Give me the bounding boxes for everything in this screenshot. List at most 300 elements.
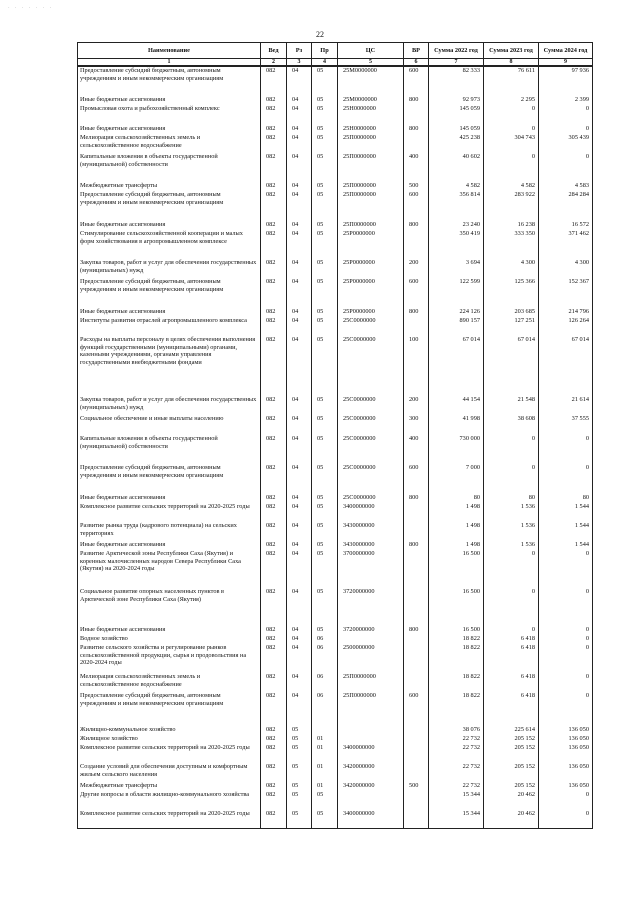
cell-rz: 04 xyxy=(287,396,312,415)
cell-pr: 05 xyxy=(312,221,338,230)
cell-vr xyxy=(404,105,429,125)
cell-sum-2022: 18 822 xyxy=(429,635,484,644)
cell-sum-2023: 4 582 xyxy=(484,182,539,191)
cell-sum-2023: 20 462 xyxy=(484,810,539,828)
cell-pr: 01 xyxy=(312,735,338,744)
cell-cs: 25M0000000 xyxy=(338,96,404,105)
cell-sum-2022: 18 822 xyxy=(429,692,484,726)
cell-ved: 082 xyxy=(261,692,287,726)
cell-vr xyxy=(404,588,429,626)
table-row xyxy=(78,673,593,692)
cell-pr: 05 xyxy=(312,464,338,494)
budget-table xyxy=(77,42,593,829)
cell-sum-2023: 4 300 xyxy=(484,259,539,278)
table-row xyxy=(78,744,593,763)
cell-sum-2024: 0 xyxy=(539,644,593,673)
cell-sum-2022: 40 602 xyxy=(429,153,484,182)
cell-name: Иные бюджетные ассигнования xyxy=(78,308,261,317)
cell-ved: 082 xyxy=(261,278,287,308)
cell-cs: 2500000000 xyxy=(338,644,404,673)
cell-pr: 05 xyxy=(312,153,338,182)
cell-pr: 05 xyxy=(312,182,338,191)
cell-vr xyxy=(404,735,429,744)
cell-vr: 400 xyxy=(404,435,429,464)
cell-cs: 25П0000000 xyxy=(338,673,404,692)
cell-sum-2023: 2 295 xyxy=(484,96,539,105)
cell-cs xyxy=(338,791,404,810)
cell-ved: 082 xyxy=(261,221,287,230)
cell-vr: 800 xyxy=(404,96,429,105)
cell-sum-2022: 18 822 xyxy=(429,644,484,673)
cell-pr: 05 xyxy=(312,522,338,541)
cell-sum-2023: 6 418 xyxy=(484,635,539,644)
column-number: 6 xyxy=(404,59,429,67)
cell-sum-2024: 0 xyxy=(539,692,593,726)
cell-ved: 082 xyxy=(261,308,287,317)
cell-sum-2024: 0 xyxy=(539,810,593,828)
cell-pr: 05 xyxy=(312,791,338,810)
cell-cs: 3400000000 xyxy=(338,810,404,828)
cell-ved: 082 xyxy=(261,503,287,522)
cell-cs: 25C0000000 xyxy=(338,464,404,494)
cell-name: Иные бюджетные ассигнования xyxy=(78,96,261,105)
cell-pr: 05 xyxy=(312,317,338,336)
cell-name: Капитальные вложения в объекты государственной (муниципальной) собственности xyxy=(78,435,261,464)
column-number: 5 xyxy=(338,59,404,67)
cell-sum-2022: 145 059 xyxy=(429,105,484,125)
cell-vr xyxy=(404,744,429,763)
cell-name: Комплексное развитие сельских территорий на 2020-2025 годы xyxy=(78,810,261,828)
cell-vr: 500 xyxy=(404,182,429,191)
cell-sum-2024: 67 014 xyxy=(539,336,593,396)
table-row xyxy=(78,735,593,744)
cell-pr: 05 xyxy=(312,191,338,221)
cell-vr: 800 xyxy=(404,494,429,503)
cell-cs: 25П0000000 xyxy=(338,221,404,230)
table-row xyxy=(78,522,593,541)
cell-pr: 05 xyxy=(312,550,338,588)
cell-sum-2022: 16 500 xyxy=(429,588,484,626)
cell-pr: 05 xyxy=(312,588,338,626)
cell-rz: 04 xyxy=(287,635,312,644)
cell-cs: 3700000000 xyxy=(338,550,404,588)
column-number-row xyxy=(78,59,593,67)
cell-ved: 082 xyxy=(261,105,287,125)
cell-sum-2023: 333 350 xyxy=(484,230,539,259)
cell-pr: 05 xyxy=(312,278,338,308)
cell-sum-2022: 1 498 xyxy=(429,522,484,541)
cell-rz: 05 xyxy=(287,726,312,735)
cell-sum-2024: 284 284 xyxy=(539,191,593,221)
column-number: 1 xyxy=(78,59,261,67)
cell-name: Создание условий для обеспечения доступным и комфортным жильем сельского населения xyxy=(78,763,261,782)
cell-ved: 082 xyxy=(261,415,287,435)
cell-ved: 082 xyxy=(261,66,287,96)
cell-rz: 04 xyxy=(287,259,312,278)
cell-name: Промысловая охота и рыбохозяйственный комплекс xyxy=(78,105,261,125)
cell-ved: 082 xyxy=(261,550,287,588)
cell-vr xyxy=(404,635,429,644)
table-row xyxy=(78,644,593,673)
cell-name: Иные бюджетные ассигнования xyxy=(78,494,261,503)
cell-vr xyxy=(404,230,429,259)
cell-cs: 3720000000 xyxy=(338,626,404,635)
cell-vr: 600 xyxy=(404,464,429,494)
cell-vr: 300 xyxy=(404,415,429,435)
cell-sum-2023: 0 xyxy=(484,435,539,464)
cell-ved: 082 xyxy=(261,464,287,494)
cell-sum-2023: 6 418 xyxy=(484,673,539,692)
cell-pr: 05 xyxy=(312,626,338,635)
cell-rz: 05 xyxy=(287,810,312,828)
cell-vr: 800 xyxy=(404,125,429,134)
cell-rz: 04 xyxy=(287,673,312,692)
table-row xyxy=(78,588,593,626)
cell-name: Другие вопросы в области жилищно-коммунального хозяйства xyxy=(78,791,261,810)
cell-vr: 600 xyxy=(404,692,429,726)
cell-sum-2024: 0 xyxy=(539,550,593,588)
cell-ved: 082 xyxy=(261,791,287,810)
cell-rz: 05 xyxy=(287,782,312,791)
cell-sum-2022: 15 344 xyxy=(429,810,484,828)
cell-sum-2022: 350 419 xyxy=(429,230,484,259)
cell-name: Социальное развитие опорных населенных пунктов в Арктической зоне Республики Саха (Якутия) xyxy=(78,588,261,626)
cell-pr: 05 xyxy=(312,230,338,259)
cell-ved: 082 xyxy=(261,735,287,744)
cell-pr: 05 xyxy=(312,308,338,317)
cell-cs: 25П0000000 xyxy=(338,182,404,191)
cell-rz: 04 xyxy=(287,588,312,626)
cell-rz: 04 xyxy=(287,105,312,125)
cell-sum-2024: 2 399 xyxy=(539,96,593,105)
cell-rz: 04 xyxy=(287,134,312,153)
cell-cs: 25H0000000 xyxy=(338,105,404,125)
cell-sum-2022: 18 822 xyxy=(429,673,484,692)
table-row xyxy=(78,105,593,125)
cell-sum-2022: 44 154 xyxy=(429,396,484,415)
table-row xyxy=(78,692,593,726)
table-row xyxy=(78,278,593,308)
cell-sum-2024: 0 xyxy=(539,635,593,644)
cell-rz: 04 xyxy=(287,125,312,134)
cell-vr xyxy=(404,317,429,336)
cell-rz: 04 xyxy=(287,626,312,635)
cell-pr: 05 xyxy=(312,494,338,503)
cell-sum-2023: 0 xyxy=(484,464,539,494)
cell-rz: 04 xyxy=(287,96,312,105)
cell-name: Развитие рынка труда (кадрового потенциала) на сельских территориях xyxy=(78,522,261,541)
cell-cs xyxy=(338,726,404,735)
cell-ved: 082 xyxy=(261,396,287,415)
cell-sum-2022: 22 732 xyxy=(429,735,484,744)
cell-sum-2022: 122 599 xyxy=(429,278,484,308)
cell-sum-2024: 0 xyxy=(539,125,593,134)
cell-sum-2022: 22 732 xyxy=(429,763,484,782)
cell-sum-2022: 4 582 xyxy=(429,182,484,191)
cell-pr: 06 xyxy=(312,644,338,673)
table-row xyxy=(78,415,593,435)
cell-ved: 082 xyxy=(261,744,287,763)
cell-sum-2023: 1 536 xyxy=(484,541,539,550)
cell-sum-2023: 1 536 xyxy=(484,503,539,522)
cell-pr: 01 xyxy=(312,782,338,791)
cell-pr: 05 xyxy=(312,96,338,105)
cell-vr xyxy=(404,763,429,782)
cell-ved: 082 xyxy=(261,522,287,541)
cell-rz: 04 xyxy=(287,692,312,726)
cell-cs xyxy=(338,635,404,644)
table-row xyxy=(78,635,593,644)
cell-pr: 01 xyxy=(312,744,338,763)
cell-sum-2022: 7 000 xyxy=(429,464,484,494)
cell-ved: 082 xyxy=(261,134,287,153)
cell-cs: 25П0000000 xyxy=(338,191,404,221)
table-row xyxy=(78,308,593,317)
cell-cs: 25C0000000 xyxy=(338,317,404,336)
table-row xyxy=(78,125,593,134)
cell-sum-2024: 136 050 xyxy=(539,782,593,791)
column-number: 7 xyxy=(429,59,484,67)
cell-rz: 04 xyxy=(287,153,312,182)
cell-sum-2024: 0 xyxy=(539,105,593,125)
cell-vr: 800 xyxy=(404,626,429,635)
cell-sum-2023: 205 152 xyxy=(484,744,539,763)
cell-ved: 082 xyxy=(261,317,287,336)
table-row xyxy=(78,541,593,550)
cell-vr: 200 xyxy=(404,259,429,278)
table-row xyxy=(78,66,593,96)
cell-sum-2023: 0 xyxy=(484,550,539,588)
cell-name: Предоставление субсидий бюджетным, автономным учреждениям и иным некоммерческим организациям xyxy=(78,278,261,308)
cell-ved: 082 xyxy=(261,763,287,782)
cell-name: Расходы на выплаты персоналу в целях обеспечения выполнения функций государственными (муниципальными) органами, казенными учреждениями, органами управления государственными внебюджетными фондами xyxy=(78,336,261,396)
cell-sum-2023: 20 462 xyxy=(484,791,539,810)
cell-pr: 05 xyxy=(312,541,338,550)
cell-name: Закупка товаров, работ и услуг для обеспечения государственных (муниципальных) нужд xyxy=(78,259,261,278)
cell-vr: 200 xyxy=(404,396,429,415)
cell-name: Стимулирование сельскохозяйственной кооперации и малых форм хозяйствования в агропромышленном комплексе xyxy=(78,230,261,259)
cell-sum-2024: 136 050 xyxy=(539,735,593,744)
cell-sum-2024: 371 462 xyxy=(539,230,593,259)
cell-rz: 04 xyxy=(287,278,312,308)
cell-name: Предоставление субсидий бюджетным, автономным учреждениям и иным некоммерческим организациям xyxy=(78,692,261,726)
cell-rz: 05 xyxy=(287,744,312,763)
cell-sum-2023: 0 xyxy=(484,125,539,134)
cell-vr xyxy=(404,673,429,692)
header-cs: ЦС xyxy=(338,43,404,59)
cell-name: Социальное обеспечение и иные выплаты населению xyxy=(78,415,261,435)
cell-ved: 082 xyxy=(261,96,287,105)
cell-cs: 3420000000 xyxy=(338,763,404,782)
cell-name: Водное хозяйство xyxy=(78,635,261,644)
cell-name: Жилищно-коммунальное хозяйство xyxy=(78,726,261,735)
cell-sum-2022: 16 500 xyxy=(429,550,484,588)
cell-cs: 25C0000000 xyxy=(338,415,404,435)
table-row xyxy=(78,464,593,494)
cell-vr xyxy=(404,810,429,828)
cell-name: Иные бюджетные ассигнования xyxy=(78,541,261,550)
cell-sum-2022: 82 333 xyxy=(429,66,484,96)
cell-sum-2023: 205 152 xyxy=(484,782,539,791)
cell-sum-2023: 6 418 xyxy=(484,644,539,673)
cell-rz: 04 xyxy=(287,230,312,259)
cell-rz: 04 xyxy=(287,221,312,230)
table-row xyxy=(78,182,593,191)
cell-rz: 04 xyxy=(287,415,312,435)
cell-sum-2023: 203 685 xyxy=(484,308,539,317)
table-row xyxy=(78,230,593,259)
cell-name: Иные бюджетные ассигнования xyxy=(78,221,261,230)
cell-rz: 05 xyxy=(287,763,312,782)
table-row xyxy=(78,494,593,503)
cell-pr: 05 xyxy=(312,336,338,396)
cell-sum-2022: 356 814 xyxy=(429,191,484,221)
cell-cs: 25P0000000 xyxy=(338,259,404,278)
cell-sum-2022: 67 014 xyxy=(429,336,484,396)
cell-sum-2023: 0 xyxy=(484,105,539,125)
table-row xyxy=(78,550,593,588)
cell-sum-2024: 136 050 xyxy=(539,763,593,782)
header-sum-2024: Сумма 2024 год xyxy=(539,43,593,59)
cell-sum-2024: 80 xyxy=(539,494,593,503)
cell-ved: 082 xyxy=(261,494,287,503)
cell-rz: 04 xyxy=(287,336,312,396)
cell-rz: 04 xyxy=(287,317,312,336)
cell-ved: 082 xyxy=(261,182,287,191)
cell-sum-2024: 37 555 xyxy=(539,415,593,435)
cell-sum-2023: 127 251 xyxy=(484,317,539,336)
cell-pr: 05 xyxy=(312,435,338,464)
cell-ved: 082 xyxy=(261,336,287,396)
cell-vr: 600 xyxy=(404,278,429,308)
cell-sum-2023: 0 xyxy=(484,626,539,635)
cell-cs: 3430000000 xyxy=(338,522,404,541)
cell-name: Предоставление субсидий бюджетным, автономным учреждениям и иным некоммерческим организациям xyxy=(78,66,261,96)
cell-sum-2024: 1 544 xyxy=(539,541,593,550)
cell-pr: 05 xyxy=(312,259,338,278)
cell-sum-2023: 283 922 xyxy=(484,191,539,221)
cell-rz: 04 xyxy=(287,464,312,494)
cell-sum-2022: 145 059 xyxy=(429,125,484,134)
cell-sum-2022: 16 500 xyxy=(429,626,484,635)
cell-cs: 25C0000000 xyxy=(338,494,404,503)
cell-name: Закупка товаров, работ и услуг для обеспечения государственных (муниципальных) нужд xyxy=(78,396,261,415)
cell-pr: 05 xyxy=(312,66,338,96)
cell-vr xyxy=(404,644,429,673)
cell-sum-2024: 0 xyxy=(539,435,593,464)
cell-pr: 05 xyxy=(312,125,338,134)
cell-sum-2024: 126 264 xyxy=(539,317,593,336)
cell-rz: 04 xyxy=(287,550,312,588)
cell-sum-2023: 0 xyxy=(484,153,539,182)
cell-rz: 04 xyxy=(287,522,312,541)
cell-sum-2024: 0 xyxy=(539,588,593,626)
cell-ved: 082 xyxy=(261,635,287,644)
cell-pr: 06 xyxy=(312,635,338,644)
cell-sum-2024: 0 xyxy=(539,673,593,692)
cell-name: Мелиорация сельскохозяйственных земель и сельскохозяйственное водоснабжение xyxy=(78,673,261,692)
cell-sum-2023: 304 743 xyxy=(484,134,539,153)
table-row xyxy=(78,259,593,278)
cell-sum-2023: 225 614 xyxy=(484,726,539,735)
cell-name: Институты развития отраслей агропромышленного комплекса xyxy=(78,317,261,336)
header-sum-2022: Сумма 2022 год xyxy=(429,43,484,59)
cell-cs: 25C0000000 xyxy=(338,336,404,396)
cell-vr xyxy=(404,726,429,735)
cell-rz: 04 xyxy=(287,541,312,550)
cell-sum-2022: 890 157 xyxy=(429,317,484,336)
cell-sum-2023: 1 536 xyxy=(484,522,539,541)
cell-sum-2023: 205 152 xyxy=(484,735,539,744)
cell-sum-2024: 4 583 xyxy=(539,182,593,191)
cell-cs: 25П0000000 xyxy=(338,134,404,153)
cell-cs: 25M0000000 xyxy=(338,66,404,96)
cell-sum-2023: 205 152 xyxy=(484,763,539,782)
cell-sum-2022: 425 238 xyxy=(429,134,484,153)
cell-sum-2023: 16 238 xyxy=(484,221,539,230)
cell-sum-2022: 15 344 xyxy=(429,791,484,810)
cell-sum-2024: 0 xyxy=(539,153,593,182)
cell-sum-2023: 0 xyxy=(484,588,539,626)
cell-sum-2022: 3 694 xyxy=(429,259,484,278)
cell-pr: 05 xyxy=(312,396,338,415)
cell-name: Межбюджетные трансферты xyxy=(78,782,261,791)
cell-rz: 04 xyxy=(287,494,312,503)
cell-pr: 05 xyxy=(312,105,338,125)
cell-name: Комплексное развитие сельских территорий на 2020-2025 годы xyxy=(78,503,261,522)
table-row xyxy=(78,134,593,153)
table-row xyxy=(78,396,593,415)
table-row xyxy=(78,317,593,336)
cell-sum-2024: 0 xyxy=(539,791,593,810)
header-ved: Вед xyxy=(261,43,287,59)
cell-ved: 082 xyxy=(261,726,287,735)
column-number: 9 xyxy=(539,59,593,67)
table-row xyxy=(78,336,593,396)
table-row xyxy=(78,153,593,182)
cell-vr: 600 xyxy=(404,66,429,96)
cell-sum-2024: 97 936 xyxy=(539,66,593,96)
header-rz: Рз xyxy=(287,43,312,59)
cell-pr xyxy=(312,726,338,735)
cell-cs: 3720000000 xyxy=(338,588,404,626)
cell-sum-2024: 4 300 xyxy=(539,259,593,278)
cell-sum-2023: 38 608 xyxy=(484,415,539,435)
cell-cs: 25P0000000 xyxy=(338,308,404,317)
cell-ved: 082 xyxy=(261,230,287,259)
cell-pr: 01 xyxy=(312,763,338,782)
cell-vr: 500 xyxy=(404,782,429,791)
table-row xyxy=(78,763,593,782)
table-row xyxy=(78,726,593,735)
cell-vr: 800 xyxy=(404,221,429,230)
cell-name: Иные бюджетные ассигнования xyxy=(78,626,261,635)
cell-sum-2023: 6 418 xyxy=(484,692,539,726)
header-name: Наименование xyxy=(78,43,261,59)
cell-name: Развитие сельского хозяйства и регулирование рынков сельскохозяйственной продукции, сырья и продовольствия на 2020-2024 годы xyxy=(78,644,261,673)
cell-sum-2022: 80 xyxy=(429,494,484,503)
cell-vr: 800 xyxy=(404,308,429,317)
cell-sum-2022: 22 732 xyxy=(429,744,484,763)
scan-corner-mark: · · · · · · · xyxy=(8,6,54,11)
cell-sum-2024: 1 544 xyxy=(539,522,593,541)
cell-rz: 04 xyxy=(287,503,312,522)
cell-rz: 04 xyxy=(287,435,312,464)
cell-pr: 06 xyxy=(312,692,338,726)
cell-name: Жилищное хозяйство xyxy=(78,735,261,744)
cell-vr: 600 xyxy=(404,191,429,221)
table-row xyxy=(78,791,593,810)
